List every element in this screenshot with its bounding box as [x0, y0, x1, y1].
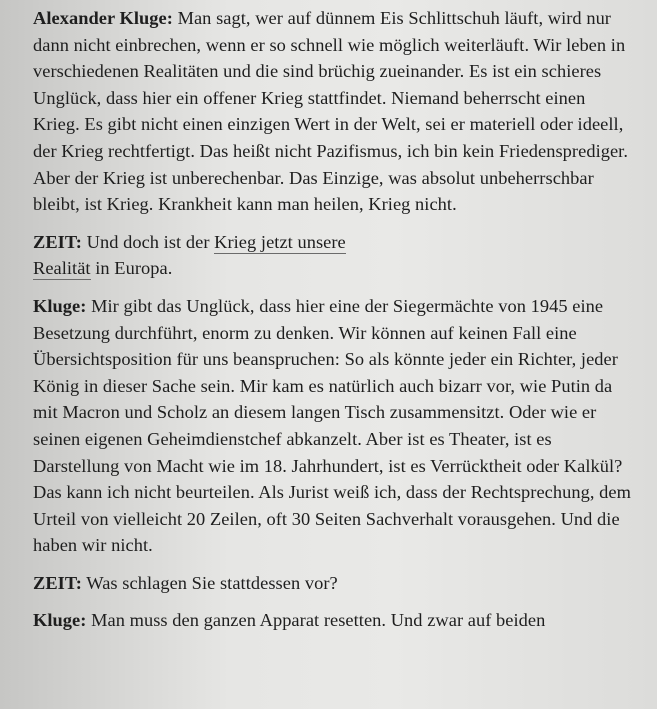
paragraph-text: Man muss den ganzen Apparat resetten. Und zwar auf beiden	[86, 610, 546, 631]
interview-paragraph	[33, 293, 633, 559]
interview-paragraph	[33, 570, 633, 597]
paragraph-text: Man sagt, wer auf dünnem Eis Schlittschuh läuft, wird nur dann nicht einbrechen, wenn er so schnell wie möglich weiterläuft. Wir leben in verschiedenen Realitäten und die sind brüchig zueinander. Es ist ein schieres Unglück, dass hier ein offener Krieg stattfindet. Niemand beherrscht einen Krieg. Es gibt nicht einen einzigen Wert in der Welt, sei er materiell oder ideell, der Krieg rechtfertigt. Das heißt nicht Pazifismus, ich bin kein Friedensprediger. Aber der Krieg ist unberechenbar. Das Einzige, was absolut unbeherrschbar bleibt, ist Krieg. Krankheit kann man heilen, Krieg nicht.	[33, 8, 628, 215]
paragraph-text: Was schlagen Sie stattdessen vor?	[81, 572, 338, 593]
article-link[interactable]: Krieg jetzt unsere Realität	[33, 231, 346, 279]
interview-paragraph	[33, 229, 388, 282]
speaker-label: ZEIT:	[33, 231, 82, 252]
paragraph-text: Mir gibt das Unglück, dass hier eine der Siegermächte von 1945 eine Besetzung durchführt, enorm zu denken. Wir können auf keinen Fall eine Übersichtsposition für uns beanspruchen: So als könnte jeder ein Richter, jeder König in dieser Sache sein. Mir kam es natürlich auch bizarr vor, wie Putin da mit Macron und Scholz an diesem langen Tisch zusammensitzt. Oder wie er seinen eigenen Geheimdienstchef abkanzelt. Aber ist es Theater, ist es Darstellung von Macht wie im 18. Jahrhundert, ist es Verrücktheit oder Kalkül? Das kann ich nicht beurteilen. Als Jurist weiß ich, dass der Rechtsprechung, dem Urteil von vielleicht 20 Zeilen, oft 30 Seiten Sachverhalt vorausgehen. Und die haben wir nicht.	[33, 295, 631, 556]
paragraph-text: in Europa.	[90, 258, 173, 279]
interview-paragraph	[33, 5, 633, 218]
speaker-label: Kluge:	[33, 610, 87, 631]
speaker-label: ZEIT:	[33, 572, 82, 593]
speaker-label: Alexander Kluge:	[33, 8, 173, 28]
paragraph-text: Und doch ist der	[81, 231, 215, 252]
speaker-label: Kluge:	[33, 295, 87, 316]
interview-paragraph	[33, 607, 633, 634]
